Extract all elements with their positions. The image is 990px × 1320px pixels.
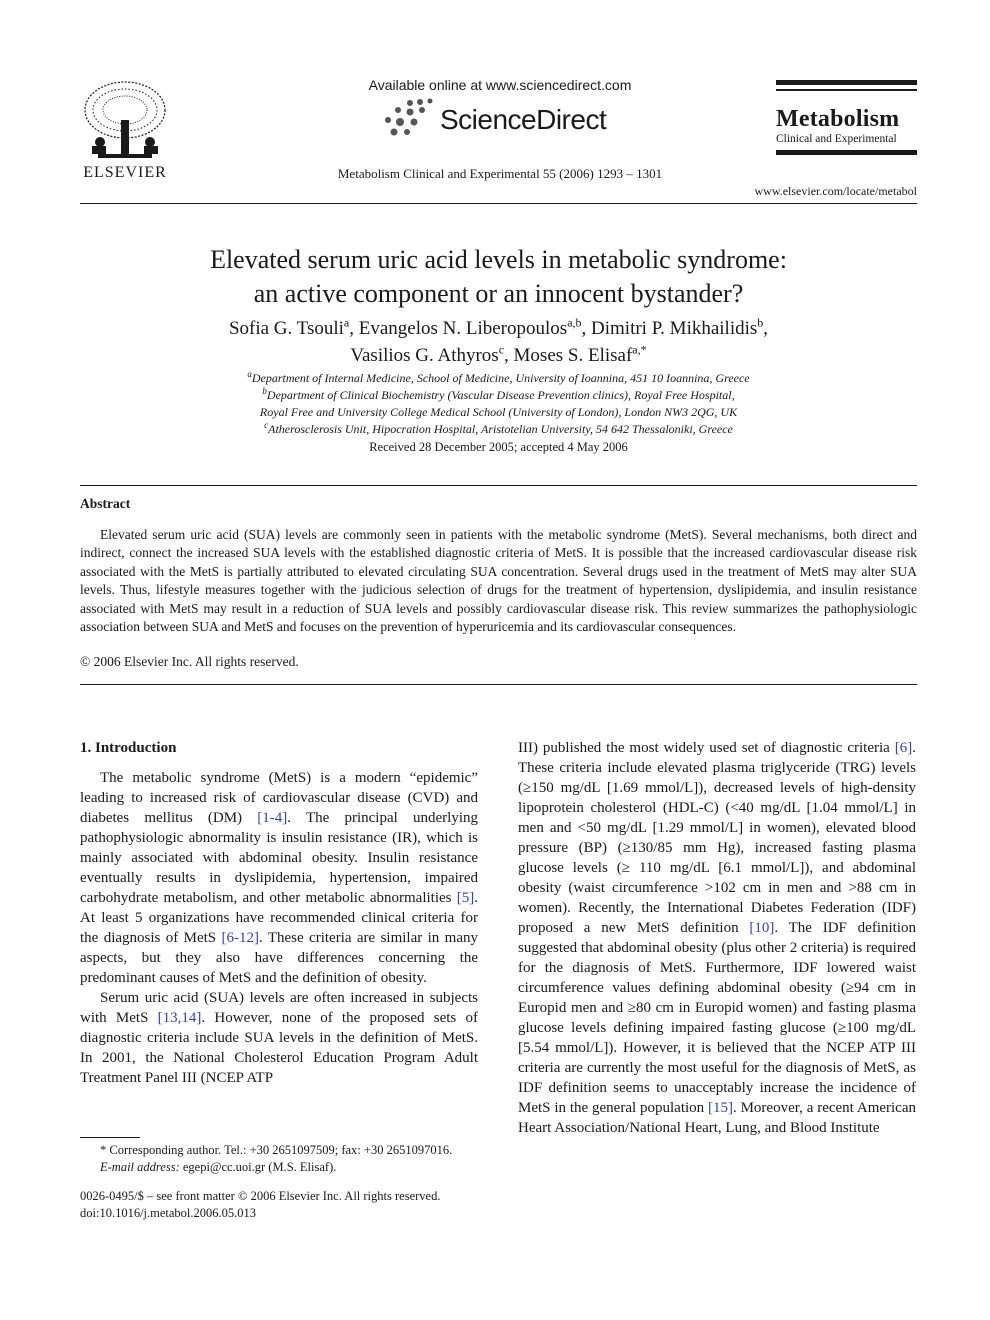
article-title-line: Elevated serum uric acid levels in metabolic syndrome: (210, 245, 787, 274)
citation-link[interactable]: [1-4] (257, 810, 288, 826)
abstract-top-divider (80, 485, 917, 486)
corresponding-author-line: * Corresponding author. Tel.: +30 2651097509; fax: +30 2651097016. (100, 1143, 453, 1157)
footnote-divider (80, 1137, 140, 1138)
paragraph: III) published the most widely used set of diagnostic criteria [6]. These criteria include elevated plasma triglyceride (TRG) levels (≥150 mg/dL [1.69 mmol/L]), decreased levels of high-density lipoprotein cholesterol (HDL-C) (<40 mg/dL [1.04 mmol/L] in men and <50 mg/dL [1.29 mmol/L] in women), elevated blood pressure (BP) (≥130/85 mm Hg), increased fasting plasma glucose levels (≥ 110 mg/dL [6.1 mmol/L]), and abdominal obesity (waist circumference >102 cm in men and >88 cm in women). Recently, the International Diabetes Federation (IDF) proposed a new MetS definition [10]. The IDF definition suggested that abdominal obesity (plus other 2 criteria) is required for the diagnosis of MetS. Furthermore, IDF lowered waist circumference values defining abdominal obesity (≥94 cm in Europid men and ≥80 cm in Europid women) and fasting plasma glucose levels defining impaired fasting glucose (≥100 mg/dL [5.54 mmol/L]). However, it is believed that the NCEP ATP III criteria are currently the most useful for the diagnosis of MetS, as IDF definition seems to unacceptably increase the incidence of MetS in the general population [15]. Moreover, a recent American Heart Association/National Heart, Lung, and Blood Institute (518, 740, 917, 1136)
author-list: Sofia G. Tsouli$^a$, Evangelos N. Liberopoulos$^{a,b}$, Dimitri P. Mikhailidis$^b$, Vasilios G. Athyros$^c$, Moses S. Elisaf$^{a,*}$ (228, 315, 769, 366)
affiliation: $^c$Atherosclerosis Unit, Hipocration Hospital, Aristotelian University, 54 642 Thessaloniki, Greece (264, 420, 733, 436)
citation-link[interactable]: [15] (708, 1100, 733, 1116)
email-label: E-mail address: (100, 1160, 180, 1174)
author-name[interactable]: Sofia G. Tsouli (228, 318, 344, 339)
journal-rule (776, 89, 917, 91)
author-affil-marker: a (343, 315, 350, 330)
article-title (80, 243, 917, 311)
journal-subtitle: Clinical and Experimental (776, 133, 897, 145)
author-affil-marker: b (757, 315, 764, 330)
sciencedirect-dots-icon (380, 98, 436, 138)
sciencedirect-logo[interactable] (380, 98, 630, 142)
email-line (100, 1159, 478, 1176)
author-name[interactable]: Evangelos N. Liberopoulos (358, 318, 568, 339)
affiliations (80, 370, 917, 438)
header-divider (80, 203, 917, 204)
author-affil-marker: a,* (632, 342, 647, 357)
author-name[interactable]: Moses S. Elisaf (513, 345, 633, 366)
publisher-name: ELSEVIER (83, 164, 167, 181)
right-column (518, 738, 916, 1138)
citation-link[interactable]: [6] (894, 740, 913, 756)
received-dates: Received 28 December 2005; accepted 4 May 2006 (369, 440, 628, 454)
affiliation: $^a$Department of Internal Medicine, School of Medicine, University of Ioannina, 451 10 Ioannina, Greece (247, 369, 750, 385)
citation-link[interactable]: [6-12] (221, 930, 259, 946)
abstract-text: Elevated serum uric acid (SUA) levels are commonly seen in patients with the metabolic syndrome (MetS). Several mechanisms, both direct and indirect, connect the increased SUA levels with the established diagnostic criteria of MetS. It is possible that the increased cardiovascular disease risk associated with the MetS is partially attributed to elevated circulating SUA concentration. Several drugs used in the treatment of MetS may alter SUA levels. Thus, lifestyle measures together with the judicious selection of drugs for the treatment of hypertension, dyslipidemia, and insulin resistance associated with MetS may result in a reduction of SUA levels and possibly cardiovascular disease risk. This review summarizes the pathophysiologic association between SUA and MetS and focuses on the prevention of hyperuricemia and its cardiovascular consequences. (80, 527, 917, 635)
author-name[interactable]: Vasilios G. Athyros (350, 345, 499, 366)
citation-link[interactable]: [13,14] (157, 1010, 202, 1026)
issn-doi-block (80, 1188, 478, 1222)
journal-rule (776, 80, 917, 85)
abstract-bottom-divider (80, 684, 917, 685)
journal-url[interactable]: www.elsevier.com/locate/metabol (754, 184, 917, 198)
section-heading: 1. Introduction (80, 740, 177, 756)
affiliation: Royal Free and University College Medical School (University of London), London NW3 2QG, UK (259, 405, 738, 419)
journal-citation: Metabolism Clinical and Experimental 55 (2006) 1293 – 1301 (337, 166, 663, 181)
doi-line[interactable]: doi:10.1016/j.metabol.2006.05.013 (80, 1206, 257, 1220)
affiliation: $^b$Department of Clinical Biochemistry (Vascular Disease Prevention clinics), Royal Free Hospital, (262, 386, 735, 402)
author-affil-marker: c (498, 342, 505, 357)
paragraph: Serum uric acid (SUA) levels are often increased in subjects with MetS [13,14]. However, none of the proposed sets of diagnostic criteria include SUA levels in the definition of MetS. In 2001, the National Cholesterol Education Program Adult Treatment Panel III (NCEP ATP (80, 990, 478, 1086)
abstract-copyright: © 2006 Elsevier Inc. All rights reserved. (80, 654, 299, 669)
citation-link[interactable]: [10] (749, 920, 775, 936)
author-name[interactable]: Dimitri P. Mikhailidis (591, 318, 758, 339)
journal-rule (776, 150, 917, 155)
article-title-line: an active component or an innocent bystander? (253, 279, 744, 308)
citation-link[interactable]: [5] (456, 890, 475, 906)
available-online-text[interactable]: Available online at www.sciencedirect.com (368, 77, 632, 93)
corresponding-author-footnote (80, 1142, 478, 1176)
sciencedirect-wordmark: ScienceDirect (440, 104, 607, 135)
paragraph: The metabolic syndrome (MetS) is a modern “epidemic” leading to increased risk of cardiovascular disease (CVD) and diabetes mellitus (DM) [1-4]. The principal underlying pathophysiologic abnormality is insulin resistance (IR), which is mainly associated with abdominal obesity. Insulin resistance eventually results in dyslipidemia, hypertension, impaired carbohydrate metabolism, and other metabolic abnormalities [5]. At least 5 organizations have recommended clinical criteria for the diagnosis of MetS [6-12]. These criteria are similar in many aspects, but they also have differences concerning the predominant causes of MetS and the definition of obesity. (80, 770, 478, 986)
abstract-heading: Abstract (80, 496, 131, 511)
author-affil-marker: a,b (567, 315, 582, 330)
journal-name: Metabolism (776, 106, 900, 132)
left-column (80, 738, 478, 1088)
email-address[interactable]: egepi@cc.uoi.gr (M.S. Elisaf). (182, 1160, 337, 1174)
issn-line: 0026-0495/$ – see front matter © 2006 Elsevier Inc. All rights reserved. (80, 1189, 441, 1203)
